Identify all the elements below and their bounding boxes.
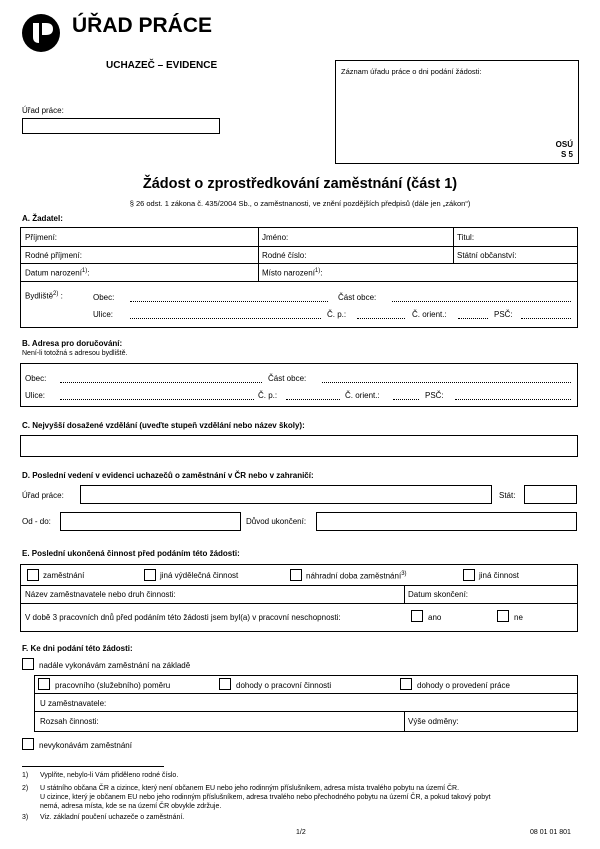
birth-surname-label: Rodné příjmení:: [25, 251, 82, 260]
residence-label: Bydliště$^{2)}$ :: [25, 291, 63, 301]
birth-place-label: Místo narození$^{1)}$:: [262, 268, 323, 278]
orient-no-field[interactable]: [458, 318, 488, 319]
house-no-label: Č. p.:: [327, 310, 347, 319]
f-agreement-job-checkbox[interactable]: [400, 678, 412, 690]
f-still-employed-label: nadále vykonávám zaměstnání na základě: [39, 661, 191, 670]
footnote-num: 3): [22, 814, 29, 821]
first-name-label: Jméno:: [262, 233, 289, 242]
divider: [258, 228, 259, 281]
divider: [35, 693, 577, 694]
f-agreement-work-checkbox[interactable]: [219, 678, 231, 690]
b-house-no-label: Č. p.:: [258, 391, 278, 400]
municipality-field[interactable]: [130, 301, 328, 302]
footnote-text: nemá, adresa místa, kde se na území ČR obvykle zdržuje.: [40, 803, 222, 810]
zip-field[interactable]: [521, 318, 571, 319]
e-other-label: jiná činnost: [479, 571, 520, 580]
section-a-heading: A. Žadatel:: [22, 214, 63, 223]
page-number: 1/2: [296, 829, 306, 836]
b-street-field[interactable]: [60, 399, 254, 400]
f-not-employed-checkbox[interactable]: [22, 738, 34, 750]
title-label: Titul:: [457, 233, 475, 242]
divider: [21, 246, 577, 247]
b-municipality-part-label: Část obce:: [268, 374, 307, 383]
b-orient-no-field[interactable]: [393, 399, 419, 400]
d-from-to-field[interactable]: [60, 512, 241, 531]
d-office-label: Úřad práce:: [22, 491, 64, 500]
divider: [21, 263, 577, 264]
e-end-date-label: Datum skončení:: [408, 590, 469, 599]
divider: [21, 281, 577, 282]
b-municipality-part-field[interactable]: [322, 382, 571, 383]
e-self-employed-label: jiná výdělečná činnost: [160, 571, 239, 580]
b-orient-no-label: Č. orient.:: [345, 391, 380, 400]
house-no-field[interactable]: [357, 318, 405, 319]
e-substitute-label: náhradní doba zaměstnání$^{3)}$: [306, 571, 407, 581]
d-state-field[interactable]: [524, 485, 577, 504]
street-field[interactable]: [130, 318, 321, 319]
office-record-label: Záznam úřadu práce o dni podání žádosti:: [341, 67, 482, 76]
e-employment-checkbox[interactable]: [27, 569, 39, 581]
zip-label: PSČ:: [494, 310, 513, 319]
e-yes-checkbox[interactable]: [411, 610, 423, 622]
municipality-part-label: Část obce:: [338, 293, 377, 302]
d-from-to-label: Od - do:: [22, 517, 51, 526]
header-subtitle: UCHAZEČ – EVIDENCE: [106, 60, 218, 71]
document-title: Žádost o zprostředkování zaměstnání (část 1): [142, 176, 458, 192]
f-pay-label: Výše odměny:: [408, 717, 459, 726]
birth-date-label: Datum narození$^{1)}$:: [25, 268, 90, 278]
section-d-heading: D. Poslední vedení v evidenci uchazečů o zaměstnání v ČR nebo v zahraničí:: [22, 471, 314, 480]
municipality-part-field[interactable]: [392, 301, 571, 302]
b-house-no-field[interactable]: [286, 399, 340, 400]
d-state-label: Stát:: [499, 491, 516, 500]
e-substitute-checkbox[interactable]: [290, 569, 302, 581]
e-yes-label: ano: [428, 613, 442, 622]
section-f-heading: F. Ke dni podání této žádosti:: [22, 644, 133, 653]
header-title: ÚŘAD PRÁCE: [72, 14, 213, 37]
legal-note: § 26 odst. 1 zákona č. 435/2004 Sb., o zaměstnanosti, ve znění pozdějších předpisů (dále jen „zákon“): [129, 199, 471, 208]
f-scope-label: Rozsah činnosti:: [40, 717, 99, 726]
b-zip-field[interactable]: [455, 399, 571, 400]
divider: [453, 228, 454, 263]
footnote-num: 2): [22, 785, 29, 792]
street-label: Ulice:: [93, 310, 114, 319]
form-code-2: S 5: [560, 150, 573, 159]
b-zip-label: PSČ:: [425, 391, 444, 400]
form-number: 08 01 01 801: [530, 829, 571, 836]
divider: [404, 711, 405, 731]
f-service-checkbox[interactable]: [38, 678, 50, 690]
section-b-box: [20, 363, 578, 407]
footnote-text: Viz. základní poučení uchazeče o zaměstnání.: [40, 814, 185, 821]
f-employer-label: U zaměstnavatele:: [40, 699, 107, 708]
divider: [21, 585, 577, 586]
f-still-employed-checkbox[interactable]: [22, 658, 34, 670]
divider: [404, 585, 405, 603]
d-office-field[interactable]: [80, 485, 492, 504]
e-no-label: ne: [514, 613, 523, 622]
footnote-text: U cizince, který je občanem EU nebo jeho rodinným příslušníkem, adresa trvalého nebo přechodného pobytu na území ČR, a pokud takový pobyt: [40, 794, 491, 801]
f-agreement-job-label: dohody o provedení práce: [417, 681, 510, 690]
section-b-heading: B. Adresa pro doručování:: [22, 339, 123, 348]
e-incapacity-label: V době 3 pracovních dnů před podáním této žádosti jsem byl(a) v pracovní neschopnosti:: [25, 613, 341, 622]
up-logo-icon: [22, 14, 60, 52]
f-service-label: pracovního (služebního) poměru: [55, 681, 171, 690]
citizenship-label: Státní občanství:: [457, 251, 517, 260]
surname-label: Příjmení:: [25, 233, 58, 242]
footnote-divider: [22, 766, 164, 767]
divider: [21, 603, 577, 604]
f-agreement-work-label: dohody o pracovní činnosti: [236, 681, 332, 690]
e-no-checkbox[interactable]: [497, 610, 509, 622]
municipality-label: Obec:: [93, 293, 115, 302]
e-employer-label: Název zaměstnavatele nebo druh činnosti:: [25, 590, 176, 599]
b-municipality-label: Obec:: [25, 374, 47, 383]
b-street-label: Ulice:: [25, 391, 46, 400]
section-c-heading: C. Nejvyšší dosažené vzdělání (uveďte stupeň vzdělání nebo název školy):: [22, 421, 305, 430]
b-municipality-field[interactable]: [60, 382, 262, 383]
footnote-text: U státního občana ČR a cizince, který není občanem EU nebo jeho rodinným příslušníkem, adresa místa trvalého pobytu na území ČR.: [40, 785, 460, 792]
form-code-1: OSÚ: [555, 140, 573, 149]
section-e-heading: E. Poslední ukončená činnost před podáním této žádosti:: [22, 549, 240, 558]
e-employment-label: zaměstnání: [43, 571, 85, 580]
e-other-checkbox[interactable]: [463, 569, 475, 581]
birth-number-label: Rodné číslo:: [262, 251, 307, 260]
office-field[interactable]: [22, 118, 220, 134]
footnote-text: Vyplňte, nebylo-li Vám přiděleno rodné číslo.: [40, 772, 179, 779]
office-record-box: [335, 60, 579, 164]
education-field[interactable]: [20, 435, 578, 457]
orient-no-label: Č. orient.:: [412, 310, 447, 319]
section-b-note: Není-li totožná s adresou bydliště.: [22, 350, 128, 357]
divider: [35, 711, 577, 712]
footnote-num: 1): [22, 772, 29, 779]
d-reason-field[interactable]: [316, 512, 577, 531]
office-label: Úřad práce:: [22, 106, 64, 115]
d-reason-label: Důvod ukončení:: [246, 517, 307, 526]
f-not-employed-label: nevykonávám zaměstnání: [39, 741, 132, 750]
e-self-employed-checkbox[interactable]: [144, 569, 156, 581]
